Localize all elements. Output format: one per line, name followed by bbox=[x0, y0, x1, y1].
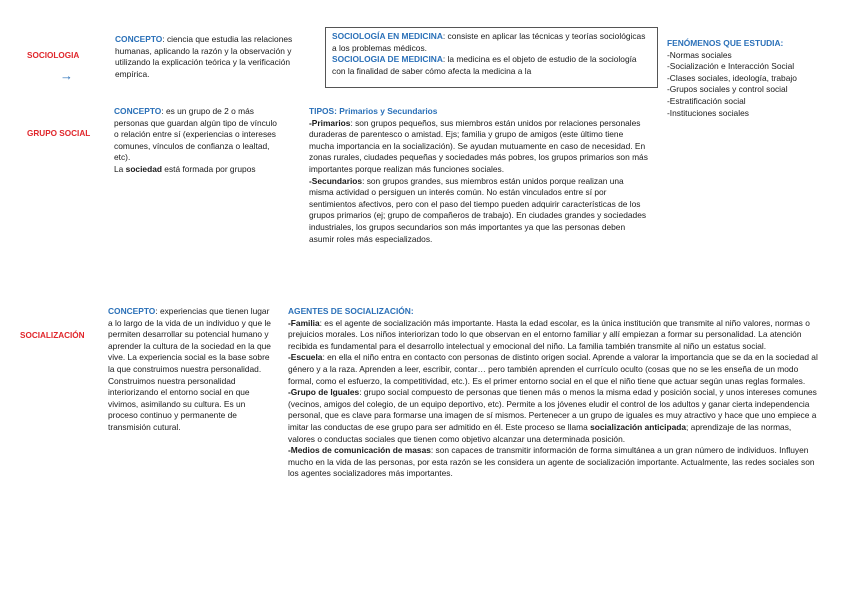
concepto-heading: CONCEPTO bbox=[114, 106, 162, 116]
familia-text: : es el agente de socialización más importante. Hasta la edad escolar, es la única institución que transmite al niño valores, normas o prejuicios morales. Los niños interiorizan todo lo que observan en el entorno familiar y allí empiezan a formar su personalidad. La atención recibida es fundamental para el desarrollo intelectual y emocional del niño. La familia también transmite al niño un estatus social. bbox=[288, 317, 810, 351]
fenomeno-item: -Grupos sociales y control social bbox=[667, 84, 788, 95]
fenomenos-title: FENÓMENOS QUE ESTUDIA: bbox=[667, 38, 784, 48]
fenomeno-item: -Socialización e Interacción Social bbox=[667, 61, 795, 72]
medicina-heading-en: SOCIOLOGÍA EN MEDICINA bbox=[332, 31, 443, 41]
sociedad-pre: La bbox=[114, 163, 126, 174]
fenomeno-item: -Estratificación social bbox=[667, 95, 746, 106]
concepto-text: : ciencia que estudia las relaciones humanas, aplicando la razón y la observación y utilizando la explicación teórica y la verificación empírica. bbox=[115, 34, 293, 79]
socializacion-concepto bbox=[108, 306, 272, 434]
escuela-text: : en ella el niño entra en contacto con personas de distinto origen social. Aprende a valorar la importancia que se da en la sociedad al género y a la raza. Aprenden a leer, escribir, contar… pero también aprenden el currículo oculto (cosas que no se les enseña de un modo formal, como el esfuerzo, la competitividad, etc.). Es el primer entorno social en el que el niño tiene que actuar según unas reglas formales. bbox=[288, 352, 818, 386]
primarios-heading: -Primarios bbox=[309, 117, 351, 128]
concepto-heading: CONCEPTO bbox=[108, 306, 156, 316]
grupo-concepto bbox=[114, 106, 280, 176]
sociologia-label: SOCIOLOGIA bbox=[27, 51, 80, 60]
grupo-tipos bbox=[309, 106, 649, 245]
tipos-title: TIPOS: Primarios y Secundarios bbox=[309, 106, 438, 116]
concepto-text: : es un grupo de 2 o más personas que guardan algún tipo de vínculo o relación entre sí (experiencias o intereses comunes, vínculos de confianza o lealtad, etc). bbox=[114, 106, 277, 163]
fenomenos-list bbox=[667, 38, 842, 119]
sociedad-bold: sociedad bbox=[125, 163, 162, 174]
secundarios-heading: -Secundarios bbox=[309, 175, 363, 186]
medicina-text-en: : consiste en aplicar las técnicas y teorías sociológicas a los problemas médicos. bbox=[332, 31, 646, 53]
medios-text: : son capaces de transmitir información de forma simultánea a un gran número de individuos. Influyen mucho en la vida de las personas, por esta razón se les considera un agente de socialización importante. Actualmente, las redes sociales son los agentes socializadores más importantes. bbox=[288, 445, 815, 479]
medicina-text-de: : la medicina es el objeto de estudio de la sociología con la finalidad de saber cómo afecta la medicina a la bbox=[332, 54, 637, 76]
medios-heading: -Medios de comunicación de masas bbox=[288, 445, 431, 456]
agentes-title: AGENTES DE SOCIALIZACIÓN: bbox=[288, 306, 414, 316]
medicina-box bbox=[325, 27, 658, 88]
escuela-heading: -Escuela bbox=[288, 352, 323, 363]
iguales-post: ; aprendizaje de las normas, valores o conductas sociales que tienen como objetivo alcanzar una determinada posición. bbox=[288, 421, 792, 444]
grupo-social-label: GRUPO SOCIAL bbox=[27, 129, 91, 138]
medicina-heading-de: SOCIOLOGIA DE MEDICINA bbox=[332, 54, 443, 65]
arrow-right-icon: → bbox=[60, 68, 73, 83]
sociologia-concepto bbox=[115, 34, 305, 80]
secundarios-text: : son grupos grandes, sus miembros están unidos porque realizan una misma actividad o persiguen un interés común. No están vinculados entre sí por sentimientos afectivos, pero con el paso del tiempo pueden adquirir características de los grupos primarios (ej; grupo de compañeros de trabajo). En ciudades grandes y sociedades industriales, los grupos secundarios son más importantes ya que las personas deben asumir roles más especializados. bbox=[309, 175, 647, 244]
familia-heading: -Familia bbox=[288, 317, 320, 328]
sociedad-post: está formada por grupos bbox=[161, 163, 256, 174]
fenomeno-item: -Clases sociales, ideología, trabajo bbox=[667, 72, 797, 83]
iguales-heading: -Grupo de Iguales bbox=[288, 387, 360, 398]
iguales-text: : grupo social compuesto de personas que tienen más o menos la misma edad y posición social, y unos intereses comunes (vecinos, amigos del colegio, de un equipo deportivo, etc). Permite a los jóvenes eludir el control de los adultos y ganar cierta independencia personal, que es clave para formarse una imagen de sí mismos. Pertenecer a un grupo de iguales es muy atractivo y hace que uno empiece a imitar las conductas de ese grupo para ser admitido en él. Este proceso se llama bbox=[288, 387, 817, 432]
fenomeno-item: -Instituciones sociales bbox=[667, 107, 749, 118]
agentes-socializacion bbox=[288, 306, 818, 480]
fenomeno-item: -Normas sociales bbox=[667, 49, 732, 60]
primarios-text: : son grupos pequeños, sus miembros están unidos por relaciones personales duraderas de parentesco o amistad. Ejs; familia y grupo de amigos (este último tiene mucha importancia en la socialización). Se ayudan mutuamente en caso de necesidad. En zonas rurales, ciudades pequeñas y sociedades más pobres, los grupos primarios son más importantes porque realizan más funciones sociales. bbox=[309, 117, 648, 174]
concepto-heading: CONCEPTO bbox=[115, 34, 163, 44]
socializacion-label: SOCIALIZACIÓN bbox=[20, 331, 85, 340]
concepto-text: : experiencias que tienen lugar a lo largo de la vida de un individuo y que le permiten desarrollar su potencial humano y aprender la cultura de la sociedad en la que vive. La experiencia social es la base sobre la que construimos nuestra personalidad. Construimos nuestra personalidad interiorizando el entorno social en que vivimos, asimilando su cultura. Es un proceso continuo y permanente de transmisión cutural. bbox=[108, 306, 271, 432]
iguales-bold: socialización anticipada bbox=[590, 421, 687, 432]
